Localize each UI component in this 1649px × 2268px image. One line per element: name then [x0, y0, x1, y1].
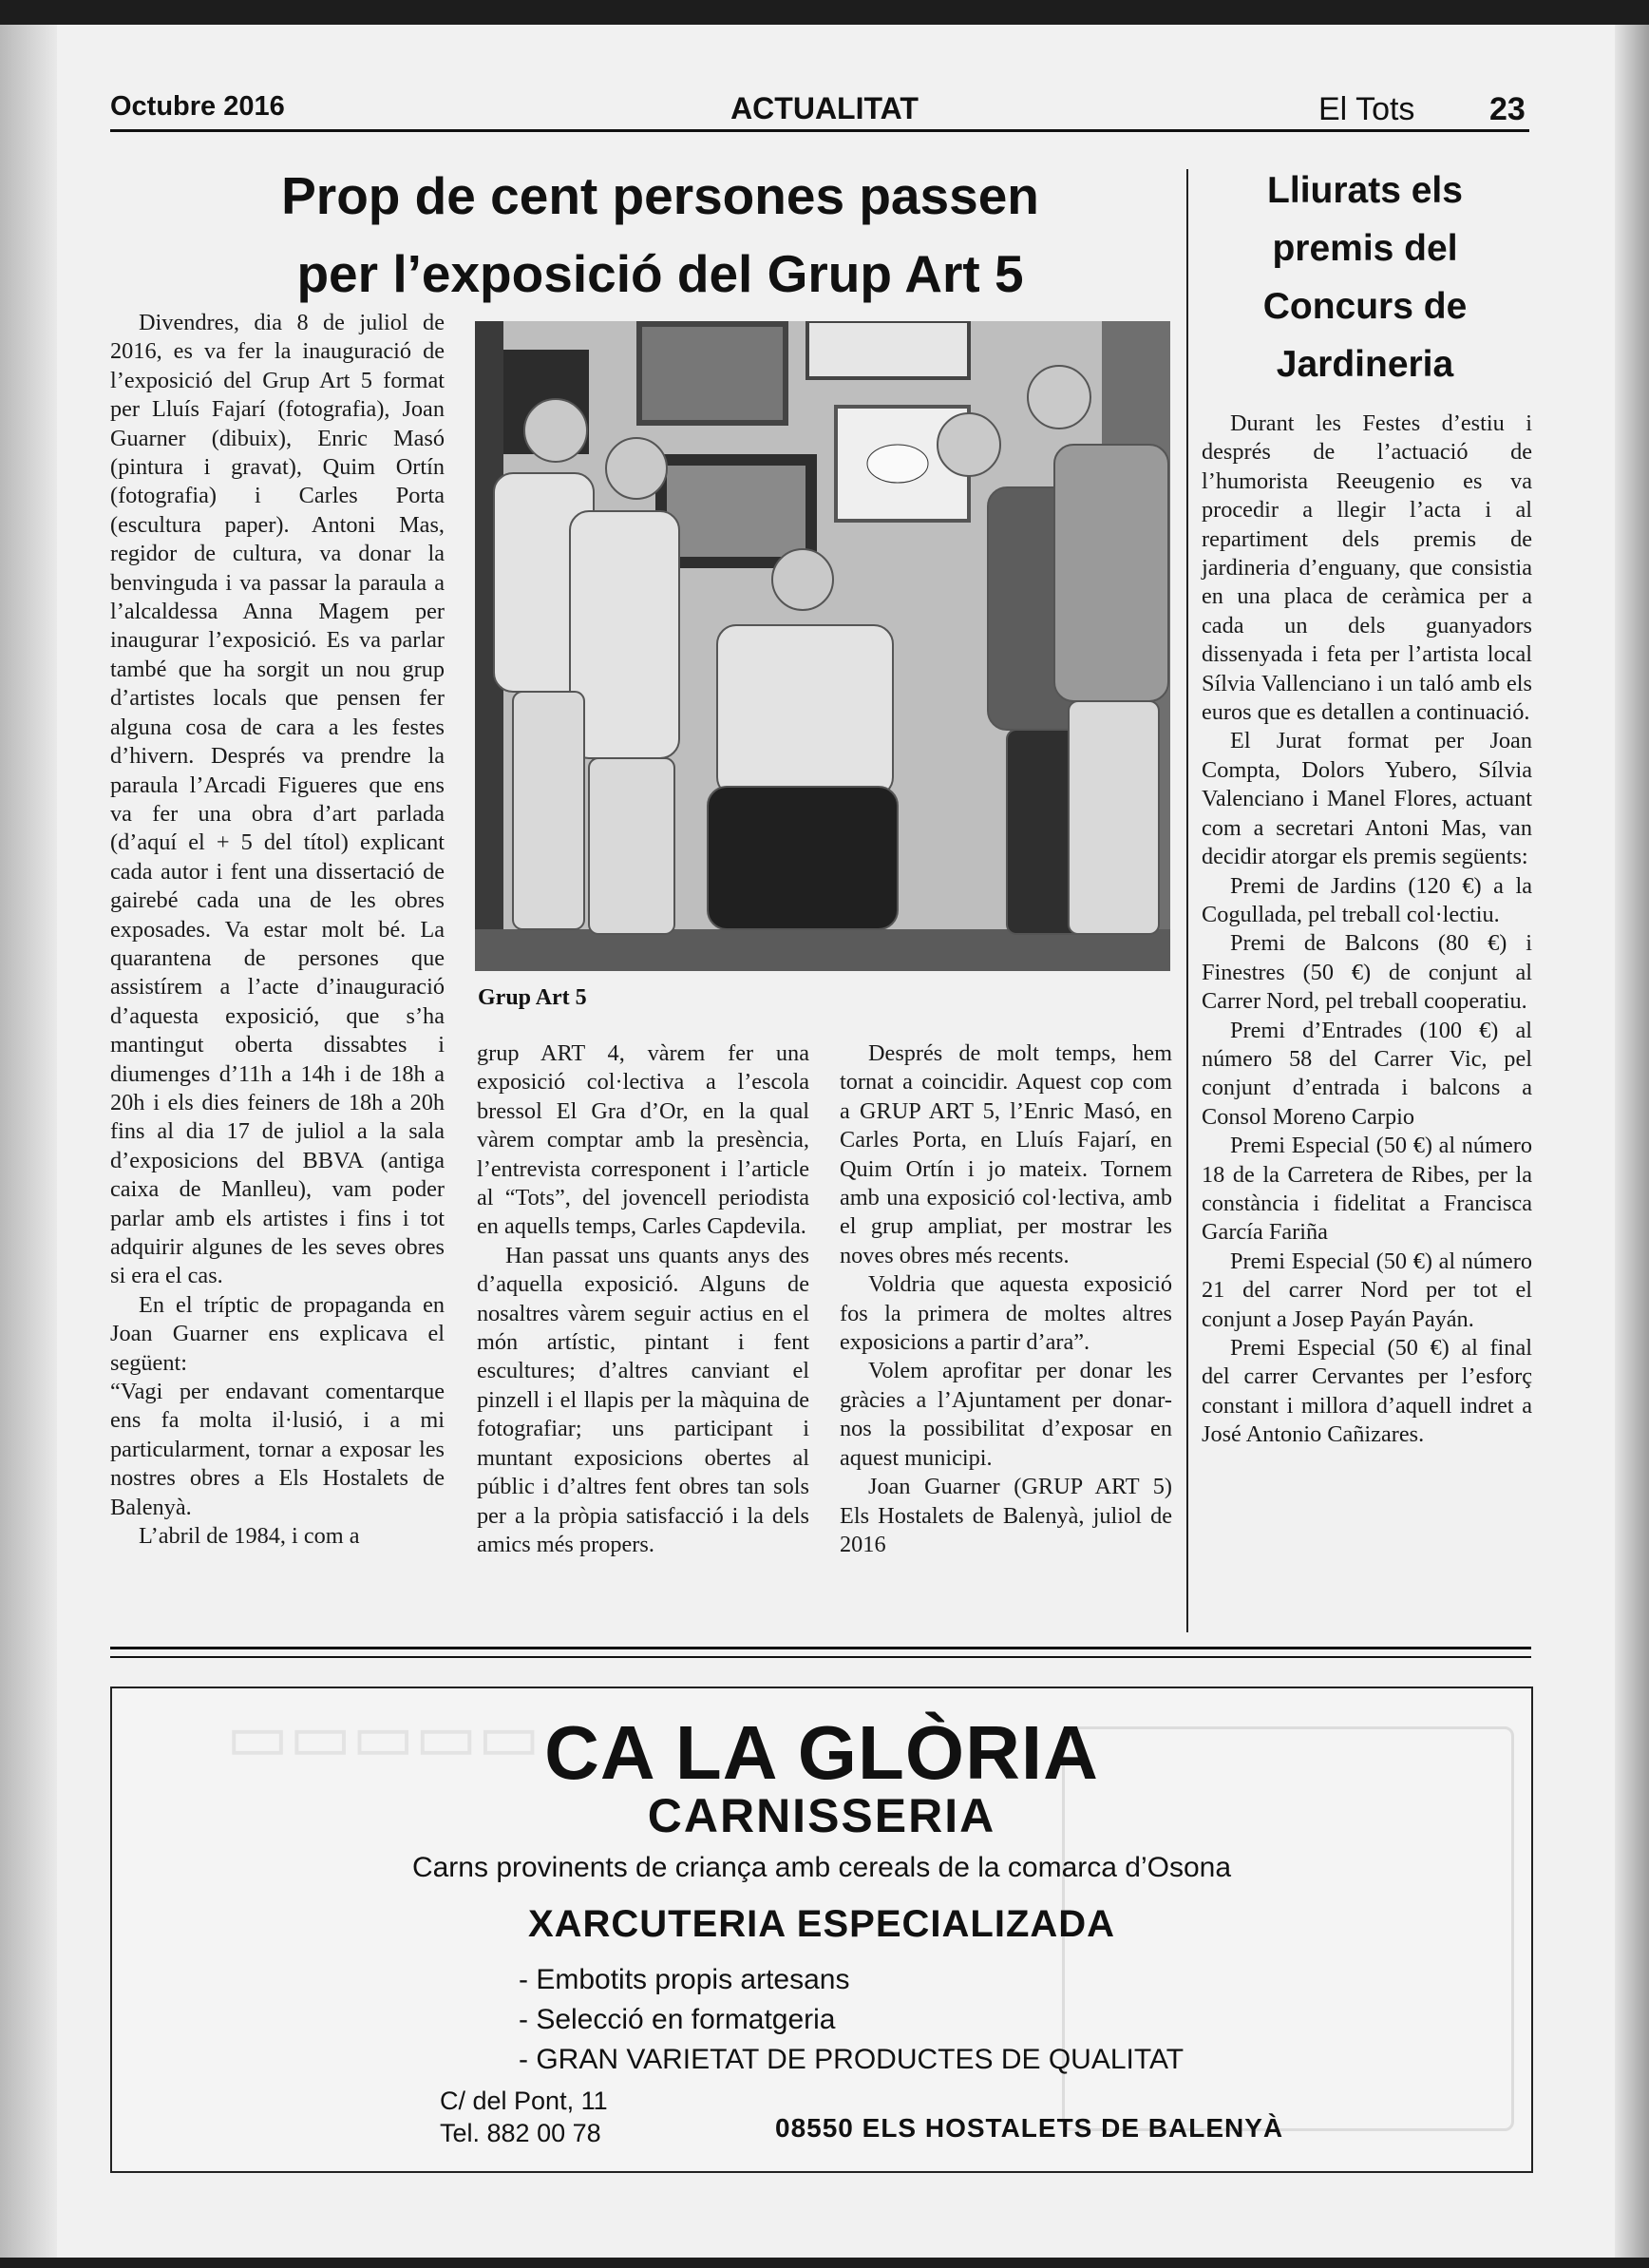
article-paragraph: Després de molt temps, hem tornat a coincidir. Aquest cop com a GRUP ART 5, l’Enric Masó, en Carles Porta, en Lluís Fajarí, en Quim Ortín i jo mateix. Tornem amb una exposició col·lectiva, amb el grup ampliat, per mostrar les noves obres més recents.	[840, 1040, 1172, 1268]
side-headline	[1199, 162, 1531, 393]
prize-item: Premi Especial (50 €) al número 18 de la Carretera de Ribes, per la constància i fidelitat a Francisca García Fariña	[1202, 1133, 1532, 1246]
prize-item: Premi de Balcons (80 €) i Finestres (50 €) de conjunt al Carrer Nord, pel treball cooperatiu.	[1202, 930, 1532, 1015]
prize-item: Premi d’Entrades (100 €) al número 58 del Carrer Vic, pel conjunt d’entrada i balcons a Consol Moreno Carpio	[1202, 1017, 1532, 1130]
article-paragraph: “Vagi per endavant comentarque ens fa molta il·lusió, i a mi particularment, tornar a exposar les nostres obres a Els Hostalets de Balenyà.	[110, 1379, 445, 1520]
ad-product-list	[519, 1960, 1184, 2080]
article-column-1	[110, 309, 445, 1551]
article-paragraph: grup ART 4, vàrem fer una exposició col·lectiva a l’escola bressol El Gra d’Or, en la qual vàrem comptar amb la presència, l’entrevista corresponent i l’article al “Tots”, del jovencell periodista en aquells temps, Carles Capdevila.	[477, 1040, 809, 1240]
prize-item: Premi Especial (50 €) al número 21 del carrer Nord per tot el conjunt a Josep Payán Payán.	[1202, 1248, 1532, 1332]
article-paragraph: El Jurat format per Joan Compta, Dolors Yubero, Sílvia Valenciano i Manel Flores, actuant com a secretari Antoni Mas, van decidir atorgar els premis següents:	[1202, 728, 1532, 870]
prize-item: Premi Especial (50 €) al final del carrer Cervantes per l’esforç constant i millora d’aquell indret a José Antonio Cañizares.	[1202, 1335, 1532, 1448]
article-column-3	[840, 1039, 1172, 1559]
ad-postal-city: 08550 ELS HOSTALETS DE BALENYÀ	[775, 2113, 1284, 2143]
butcher-advertisement	[110, 1687, 1533, 2173]
ad-specialty: XARCUTERIA ESPECIALIZADA	[527, 1903, 1116, 1945]
column-separator	[1186, 169, 1188, 1632]
ad-list-item: - GRAN VARIETAT DE PRODUCTES DE QUALITAT	[519, 2044, 1185, 2075]
article-paragraph: Volem aprofitar per donar les gràcies a l’Ajuntament per donar-nos la possibilitat d’exposar en aquest municipi.	[840, 1358, 1172, 1471]
headline-line: Lliurats els	[1267, 170, 1463, 211]
main-headline	[142, 157, 1178, 313]
headline-line: Jardineria	[1276, 344, 1454, 385]
photo-caption: Grup Art 5	[478, 985, 587, 1010]
ad-description: Carns provinents de criança amb cereals de la comarca d’Osona	[411, 1852, 1232, 1883]
page-edge	[1615, 25, 1649, 2258]
page-number: 23	[1489, 91, 1526, 127]
article-column-2	[477, 1039, 809, 1559]
group-photo	[475, 321, 1170, 971]
group-photo-image	[475, 321, 1170, 971]
article-paragraph: Divendres, dia 8 de juliol de 2016, es va fer la inauguració de l’exposició del Grup Art 5 format per Lluís Fajarí (fotografia), Joan Guarner (dibuix), Enric Masó (pintura i gravat), Quim Ortín (fotografia) i Carles Porta (escultura paper). Antoni Mas, regidor de cultura, va donar la benvinguda i va passar la paraula a l’alcaldessa Anna Magem per inaugurar l’exposició. Es va parlar també que ha sorgit un nou grup d’artistes locals que pensen fer alguna cosa de cara a les festes d’hivern. Després va prendre la paraula l’Arcadi Figueres que ens va fer una obra d’art parlada (d’aquí el + 5 del títol) explicant cada autor i fent una dissertació de gairebé cada una de les obres exposades. Va estar molt bé. La quarantena de persones que assistírem a l’acte d’inauguració d’aquesta exposició, que s’ha mantingut oberta dissabtes i diumenges d’11h a 14h i de 18h a 20h i els dies feiners de 18h a 20h fins al dia 17 de juliol a la sala d’exposicions del BBVA (antiga caixa de Manlleu), vam poder parlar amb els artistes i fins i tot adquirir algunes de les seves obres si era el cas.	[110, 310, 445, 1289]
article-signature: Joan Guarner (GRUP ART 5) Els Hostalets de Balenyà, juliol de 2016	[840, 1474, 1172, 1557]
headline-line: per l’exposició del Grup Art 5	[296, 244, 1024, 303]
headline-line: Prop de cent persones passen	[281, 166, 1039, 225]
ad-phone: Tel. 882 00 78	[440, 2119, 601, 2147]
publication-name: El Tots	[1318, 91, 1415, 127]
show-through-artifact: ▭▭▭▭▭	[226, 1702, 540, 1775]
ad-shop-name: CA LA GLÒRIA	[544, 1710, 1099, 1795]
binding-shadow	[0, 25, 57, 2258]
side-article-column	[1202, 410, 1532, 1450]
issue-date: Octubre 2016	[110, 91, 285, 122]
article-paragraph: Voldria que aquesta exposició fos la primera de moltes altres exposicions a partir d’ara”.	[840, 1271, 1172, 1356]
section-title: ACTUALITAT	[730, 91, 919, 125]
headline-line: premis del	[1272, 228, 1458, 269]
ad-list-item: - Selecció en formatgeria	[519, 2004, 836, 2035]
section-divider	[110, 1647, 1531, 1658]
prize-item: Premi de Jardins (120 €) a la Cogullada, pel treball col·lectiu.	[1202, 872, 1532, 927]
ad-address-line: C/ del Pont, 11	[440, 2087, 608, 2115]
ad-list-item: - Embotits propis artesans	[519, 1964, 850, 1995]
ad-shop-type: CARNISSERIA	[647, 1789, 996, 1842]
article-paragraph: Han passat uns quants anys des d’aquella exposició. Alguns de nosaltres vàrem seguir actius en el món artístic, pintant i fent escultures; d’altres canviant el pinzell i el llapis per la màquina de fotografiar; uns participant i muntant exposicions obertes al públic i d’altres fent obres tan sols per a la pròpia satisfacció i la dels amics més propers.	[477, 1242, 809, 1557]
headline-line: Concurs de	[1262, 286, 1468, 327]
article-paragraph: Durant les Festes d’estiu i després de l’actuació de l’humorista Reeugenio es va procedir a llegir l’acta i al repartiment dels premis de jardineria d’enguany, que consistia en una placa de ceràmica per a cada un dels guanyadors dissenyada i feta per l’artista local Sílvia Vallenciano i un taló amb els euros que es detallen a continuació.	[1202, 410, 1532, 726]
ad-contact	[440, 2085, 608, 2149]
header-rule	[110, 129, 1529, 132]
article-paragraph: En el tríptic de propaganda en Joan Guarner ens explicava el següent:	[110, 1291, 445, 1376]
article-paragraph: L’abril de 1984, i com a	[139, 1523, 360, 1550]
